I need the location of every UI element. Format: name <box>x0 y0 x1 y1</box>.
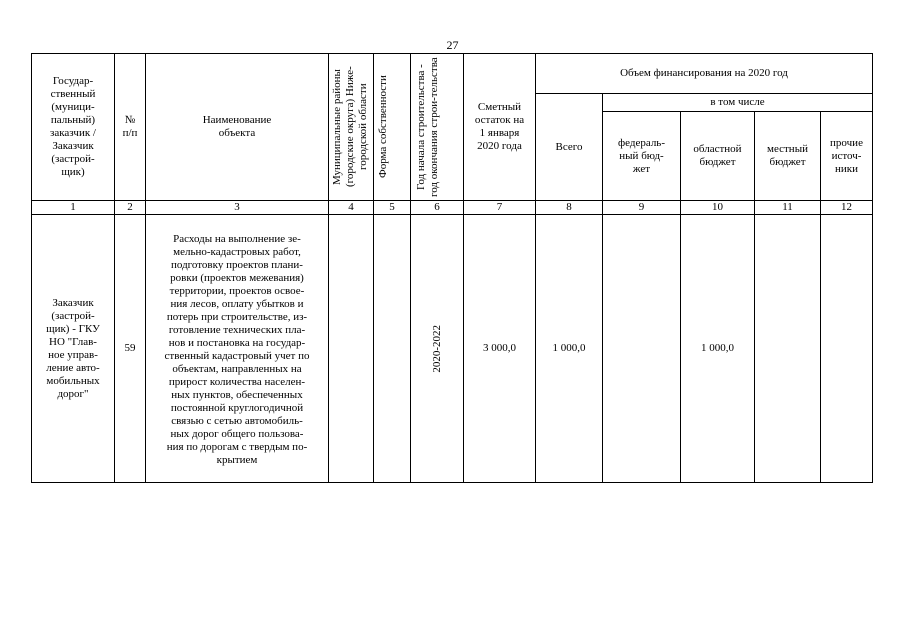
header-number: № п/п <box>115 54 146 201</box>
header-federal-budget: федераль- ный бюд- жет <box>603 112 681 201</box>
column-number: 2 <box>115 201 146 215</box>
header-funding-volume: Объем финансирования на 2020 год <box>536 54 873 94</box>
column-number: 8 <box>536 201 603 215</box>
header-municipal-districts-cell <box>329 54 374 201</box>
header-ownership-form-cell <box>374 54 411 201</box>
column-number: 3 <box>146 201 329 215</box>
header-customer: Государ- ственный (муници- пальный) заказчик / Заказчик (застрой- щик) <box>32 54 115 201</box>
header-total: Всего <box>536 94 603 201</box>
column-number: 11 <box>755 201 821 215</box>
table-row <box>32 215 873 483</box>
row-construction-years-cell <box>411 215 464 483</box>
column-number: 12 <box>821 201 873 215</box>
header-regional-budget: областной бюджет <box>681 112 755 201</box>
row-total: 1 000,0 <box>536 215 603 483</box>
row-construction-years: 2020-2022 <box>430 324 443 373</box>
row-number: 59 <box>115 215 146 483</box>
column-number: 10 <box>681 201 755 215</box>
column-number: 7 <box>464 201 536 215</box>
row-municipal-districts <box>329 215 374 483</box>
header-ownership-form: Форма собственности <box>377 75 389 179</box>
row-estimated-balance: 3 000,0 <box>464 215 536 483</box>
header-construction-years: Год начала строительства - год окончания строи-тельства <box>415 57 440 197</box>
header-local-budget: местный бюджет <box>755 112 821 201</box>
row-local-budget <box>755 215 821 483</box>
header-object-name: Наименование объекта <box>146 54 329 201</box>
row-other-sources <box>821 215 873 483</box>
header-including: в том числе <box>603 94 873 112</box>
row-customer: Заказчик (застрой- щик) - ГКУ НО "Глав- ное управ- ление авто- мобильных дорог" <box>32 215 115 483</box>
header-estimated-balance: Сметный остаток на 1 января 2020 года <box>464 54 536 201</box>
header-construction-years-cell <box>411 54 464 201</box>
page-number: 27 <box>446 38 459 52</box>
column-number: 6 <box>411 201 464 215</box>
column-number-row <box>32 201 873 215</box>
row-federal-budget <box>603 215 681 483</box>
header-other-sources: прочие источ- ники <box>821 112 873 201</box>
column-number: 5 <box>374 201 411 215</box>
header-row-1 <box>32 54 873 94</box>
column-number: 9 <box>603 201 681 215</box>
column-number: 1 <box>32 201 115 215</box>
financing-table <box>31 53 873 483</box>
row-ownership-form <box>374 215 411 483</box>
row-object-name: Расходы на выполнение зе- мельно-кадастровых работ, подготовку проектов плани- ровки (проектов межевания) территории, проектов освое- ния лесов, оплату убытков и потерь при строительстве, из- готовление технических пла- нов и постановка на государ- ственный кадастровый учет по объектам, направленных на прирост количества населен- ных пунктов, обеспеченных постоянной круглогодичной связью с сетью автомобиль- ных дорог общего пользова- ния по дорогам с твердым по- крытием <box>146 215 329 483</box>
column-number: 4 <box>329 201 374 215</box>
row-regional-budget: 1 000,0 <box>681 215 755 483</box>
header-municipal-districts: Муниципальные районы (городские округа) Ниже-городской области <box>331 66 369 188</box>
